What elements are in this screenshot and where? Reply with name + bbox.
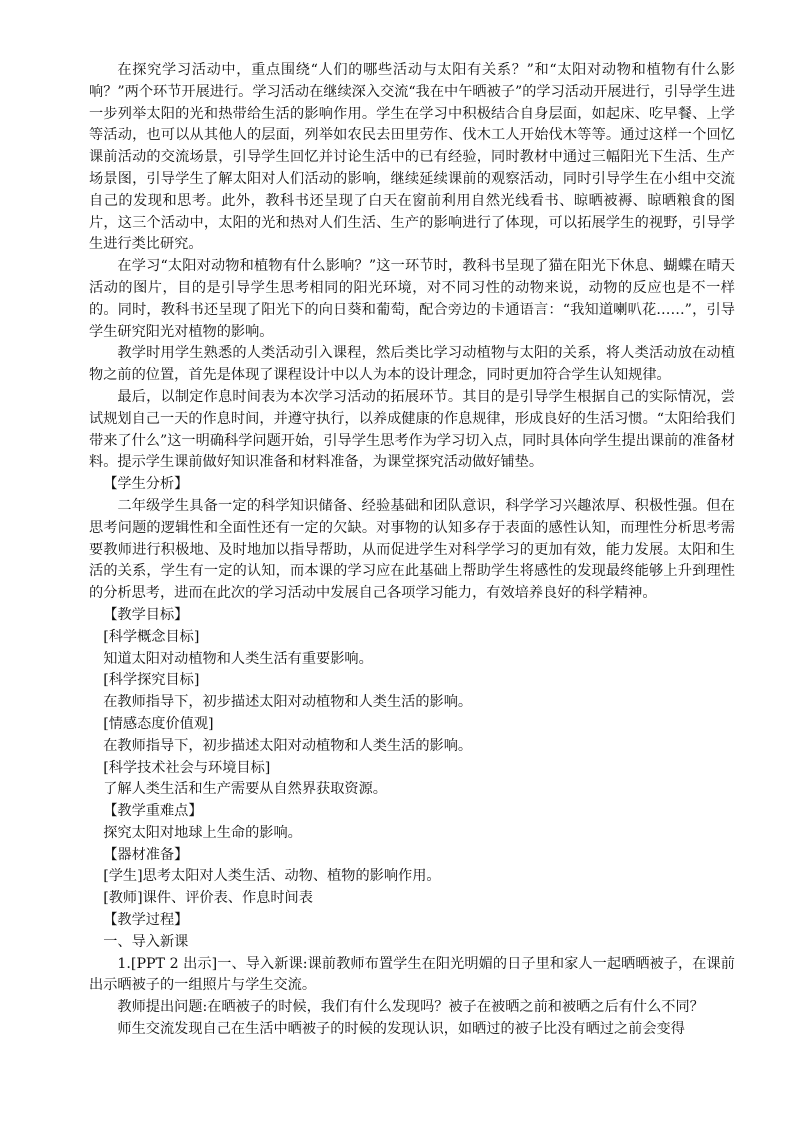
process-discussion: 师生交流发现自己在生活中晒被子的时候的发现认识，如晒过的被子比没有晒过之前会变得 bbox=[117, 1021, 685, 1038]
process-step-1: 1.[PPT 2 出示]一、导入新课:课前教师布置学生在阳光明媚的日子里和家人一起晒晒被子，在课前出示晒被子的一组照片与学生交流。 bbox=[89, 955, 735, 994]
goal-text-stse: 了解人类生活和生产需要从自然界获取资源。 bbox=[103, 781, 387, 798]
goal-label-stse: [科学技术社会与环境目标] bbox=[103, 759, 271, 776]
goal-text-inquiry: 在教师指导下，初步描述太阳对动植物和人类生活的影响。 bbox=[103, 694, 473, 711]
paragraph-student-analysis: 二年级学生具备一定的科学知识储备、经验基础和团队意识，科学学习兴趣浓厚、积极性强。但在思考问题的逻辑性和全面性还有一定的欠缺。对事物的认知多存于表面的感性认知，而理性分析思考需要教师进行积极地、及时地加以指导帮助，从而促进学生对科学学习的更加有效，能力发展。太阳和生活的关系，学生有一定的认知，而本课的学习应在此基础上帮助学生将感性的发现最终能够上升到理性的分析思考，进而在此次的学习活动中发展自己各项学习能力，有效培养良好的科学精神。 bbox=[89, 497, 735, 602]
key-points-text: 探究太阳对地球上生命的影响。 bbox=[103, 824, 302, 841]
materials-teacher: [教师]课件、评价表、作息时间表 bbox=[103, 890, 313, 907]
paragraph-inquiry-activities: 在探究学习活动中，重点围绕“人们的哪些活动与太阳有关系？”和“太阳对动物和植物有什么影响？”两个环节开展进行。学习活动在继续深入交流“我在中午晒被子”的学习活动开展进行，引导学生进一步列举太阳的光和热带给生活的影响作用。学生在学习中积极结合自身层面，如起床、吃早餐、上学等活动，也可以从其他人的层面，列举如农民去田里劳作、伐木工人开始伐木等等。通过这样一个回忆课前活动的交流场景，引导学生回忆并讨论生活中的已有经验，同时教材中通过三幅阳光下生活、生产场景图，引导学生了解太阳对人们活动的影响，继续延续课前的观察活动，同时引导学生在小组中交流自己的发现和思考。此外，教科书还呈现了白天在窗前利用自然光线看书、晾晒被褥、晾晒粮食的图片，这三个活动中，太阳的光和热对人们生活、生产的影响进行了体现，可以拓展学生的视野，引导学生进行类比研究。 bbox=[89, 62, 736, 253]
paragraph-sun-animals-plants: 在学习“太阳对动物和植物有什么影响？”这一环节时，教科书呈现了猫在阳光下休息、蝴蝶在晴天活动的图片，目的是引导学生思考相同的阳光环境，对不同习性的动物来说，动物的反应也是不一样的。同时，教科书还呈现了阳光下的向日葵和葡萄，配合旁边的卡通语言：“我知道喇叭花……”，引导学生研究阳光对植物的影响。 bbox=[89, 258, 735, 340]
goal-label-attitude: [情感态度价值观] bbox=[103, 715, 214, 732]
goal-label-concept: [科学概念目标] bbox=[103, 628, 200, 645]
goal-label-inquiry: [科学探究目标] bbox=[103, 672, 200, 689]
paragraph-schedule-extension: 最后，以制定作息时间表为本次学习活动的拓展环节。其目的是引导学生根据自己的实际情况，尝试规划自己一天的作息时间，并遵守执行，以养成健康的作息规律，形成良好的生活习惯。“太阳给我们带来了什么”这一明确科学问题开始，引导学生思考作为学习切入点，同时具体向学生提出课前的准备材料。提示学生课前做好知识准备和材料准备，为课堂探究活动做好铺垫。 bbox=[89, 388, 735, 471]
heading-student-analysis: 【学生分析】 bbox=[103, 476, 189, 493]
materials-student: [学生]思考太阳对人类生活、动物、植物的影响作用。 bbox=[103, 868, 441, 885]
heading-teaching-goals: 【教学目标】 bbox=[103, 606, 189, 623]
process-section-intro: 一、导入新课 bbox=[103, 933, 189, 950]
goal-text-concept: 知道太阳对动植物和人类生活有重要影响。 bbox=[103, 650, 373, 667]
paragraph-teaching-order: 教学时用学生熟悉的人类活动引入课程，然后类比学习动植物与太阳的关系，将人类活动放在动植物之前的位置，首先是体现了课程设计中以人为本的设计理念，同时更加符合学生认知规律。 bbox=[89, 345, 735, 384]
heading-materials: 【器材准备】 bbox=[103, 846, 189, 863]
goal-text-attitude: 在教师指导下，初步描述太阳对动植物和人类生活的影响。 bbox=[103, 737, 473, 754]
process-teacher-question: 教师提出问题:在晒被子的时候，我们有什么发现吗？被子在被晒之前和被晒之后有什么不同？ bbox=[117, 999, 704, 1016]
heading-key-points: 【教学重难点】 bbox=[103, 803, 203, 820]
document-page bbox=[89, 60, 735, 1041]
heading-teaching-process: 【教学过程】 bbox=[103, 912, 189, 929]
